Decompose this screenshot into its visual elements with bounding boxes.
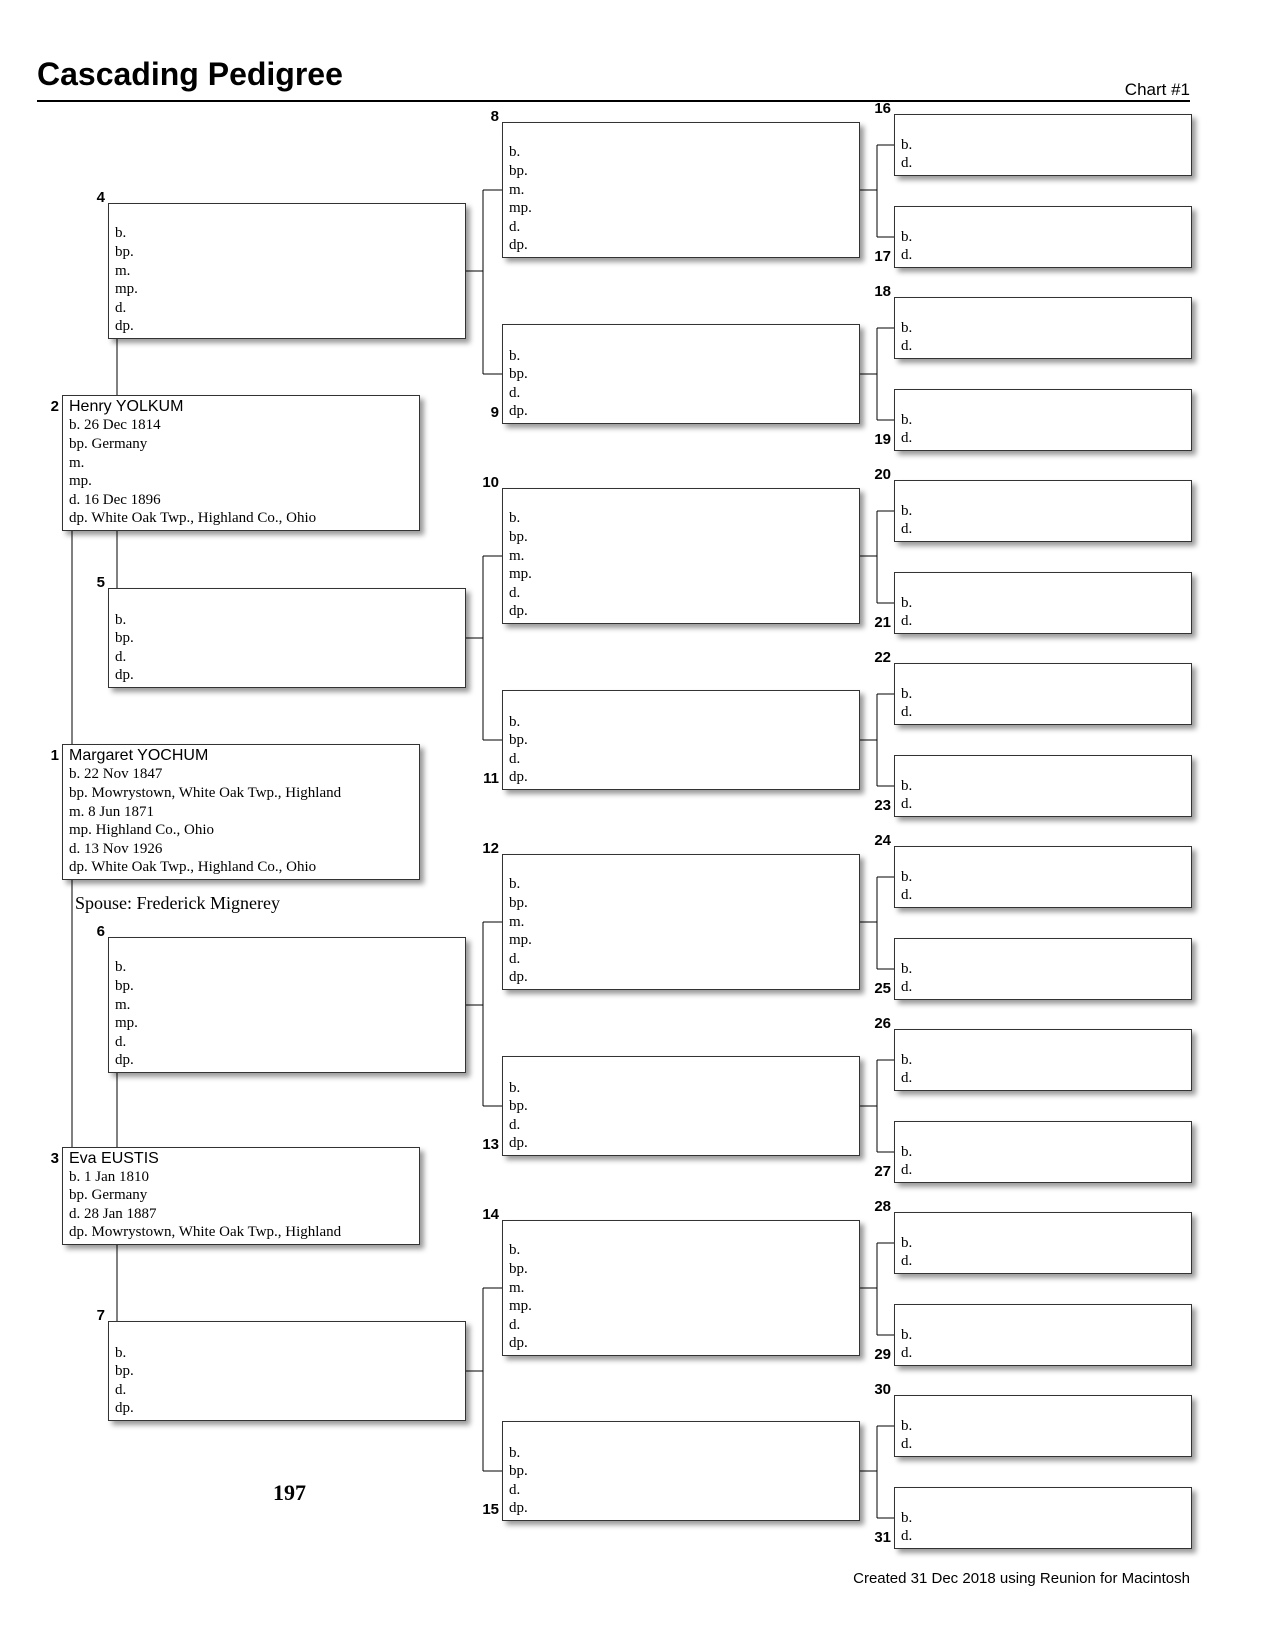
detail-line: d. <box>901 521 913 538</box>
detail-line: bp. <box>509 1098 528 1115</box>
detail-line: m. <box>509 181 525 198</box>
person-details <box>901 868 912 905</box>
person-details <box>901 960 912 997</box>
person-number-23: 23 <box>874 797 891 814</box>
person-box-3 <box>62 1147 420 1245</box>
detail-line: dp. White Oak Twp., Highland Co., Ohio <box>69 510 317 527</box>
detail-line: bp. <box>115 630 134 647</box>
detail-line: d. <box>509 384 521 401</box>
person-number-26: 26 <box>874 1015 891 1032</box>
person-number-5: 5 <box>96 574 105 591</box>
person-number-2: 2 <box>50 398 59 415</box>
person-box-19 <box>894 389 1192 451</box>
detail-line: d. <box>115 299 127 316</box>
detail-line: b. <box>509 510 521 527</box>
person-details <box>901 685 912 722</box>
person-number-20: 20 <box>874 466 891 483</box>
person-box-1 <box>62 744 420 880</box>
person-box-29 <box>894 1304 1192 1366</box>
detail-line: dp. Mowrystown, White Oak Twp., Highland <box>69 1224 342 1241</box>
person-number-21: 21 <box>874 614 891 631</box>
person-box-20 <box>894 480 1192 542</box>
detail-line: b. <box>901 1326 913 1343</box>
person-details <box>901 228 912 265</box>
detail-line: b. <box>115 959 127 976</box>
person-box-30 <box>894 1395 1192 1457</box>
detail-line: d. <box>115 1033 127 1050</box>
detail-line: d. <box>901 796 913 813</box>
person-box-12 <box>502 854 860 990</box>
person-number-24: 24 <box>874 832 891 849</box>
person-details <box>901 502 912 539</box>
detail-line: bp. <box>509 732 528 749</box>
detail-line: bp. Germany <box>69 436 148 453</box>
detail-line: d. <box>115 1381 127 1398</box>
detail-line: bp. <box>115 978 134 995</box>
footer-credit: Created 31 Dec 2018 using Reunion for Macintosh <box>853 1570 1190 1587</box>
person-details <box>509 347 528 421</box>
detail-line: d. <box>901 704 913 721</box>
person-box-8 <box>502 122 860 258</box>
person-box-24 <box>894 846 1192 908</box>
person-details <box>901 1143 912 1180</box>
detail-line: mp. <box>509 1298 532 1315</box>
detail-line: d. 13 Nov 1926 <box>69 840 163 857</box>
person-number-30: 30 <box>874 1381 891 1398</box>
detail-line: m. <box>115 996 131 1013</box>
person-box-31 <box>894 1487 1192 1549</box>
detail-line: d. <box>115 648 127 665</box>
person-number-29: 29 <box>874 1346 891 1363</box>
person-details <box>509 1079 528 1153</box>
person-details <box>509 713 528 787</box>
detail-line: d. <box>901 1436 913 1453</box>
detail-line: d. <box>901 338 913 355</box>
person-box-14 <box>502 1220 860 1356</box>
person-name: Eva EUSTIS <box>69 1150 159 1167</box>
person-box-27 <box>894 1121 1192 1183</box>
detail-line: bp. Germany <box>69 1187 148 1204</box>
detail-line: b. <box>509 1444 521 1461</box>
person-box-9 <box>502 324 860 424</box>
detail-line: b. <box>509 713 521 730</box>
detail-line: m. 8 Jun 1871 <box>69 803 155 820</box>
person-box-13 <box>502 1056 860 1156</box>
detail-line: bp. <box>509 895 528 912</box>
detail-line: mp. <box>509 932 532 949</box>
detail-line: m. <box>69 454 85 471</box>
person-number-18: 18 <box>874 283 891 300</box>
detail-line: b. <box>115 611 127 628</box>
person-details <box>69 416 316 528</box>
person-number-3: 3 <box>50 1150 59 1167</box>
detail-line: dp. <box>509 1135 528 1152</box>
detail-line: bp. <box>115 244 134 261</box>
person-number-17: 17 <box>874 248 891 265</box>
detail-line: d. <box>901 430 913 447</box>
detail-line: dp. <box>509 969 528 986</box>
detail-line: b. <box>901 685 913 702</box>
detail-line: d. <box>509 950 521 967</box>
detail-line: b. 1 Jan 1810 <box>69 1168 149 1185</box>
detail-line: dp. <box>509 603 528 620</box>
person-details <box>509 1241 532 1353</box>
person-box-16 <box>894 114 1192 176</box>
person-box-28 <box>894 1212 1192 1274</box>
person-number-22: 22 <box>874 649 891 666</box>
person-number-9: 9 <box>490 404 499 421</box>
detail-line: d. <box>509 1316 521 1333</box>
person-number-12: 12 <box>482 840 499 857</box>
detail-line: dp. <box>115 318 134 335</box>
person-details <box>901 136 912 173</box>
detail-line: mp. Highland Co., Ohio <box>69 822 214 839</box>
detail-line: d. <box>901 247 913 264</box>
person-details <box>901 1326 912 1363</box>
person-details <box>901 411 912 448</box>
person-number-28: 28 <box>874 1198 891 1215</box>
person-box-5 <box>108 588 466 688</box>
detail-line: d. <box>901 1528 913 1545</box>
person-box-26 <box>894 1029 1192 1091</box>
detail-line: b. <box>509 1079 521 1096</box>
detail-line: mp. <box>115 281 138 298</box>
person-details <box>115 224 138 336</box>
detail-line: b. <box>901 319 913 336</box>
detail-line: d. <box>901 155 913 172</box>
person-details <box>901 1509 912 1546</box>
person-box-7 <box>108 1321 466 1421</box>
person-details <box>115 1344 134 1418</box>
person-details <box>509 1444 528 1518</box>
detail-line: bp. <box>115 1363 134 1380</box>
person-box-23 <box>894 755 1192 817</box>
detail-line: dp. <box>115 1052 134 1069</box>
detail-line: b. <box>901 1417 913 1434</box>
person-details <box>69 765 341 877</box>
detail-line: b. <box>901 1143 913 1160</box>
person-number-27: 27 <box>874 1163 891 1180</box>
person-box-11 <box>502 690 860 790</box>
detail-line: b. <box>115 225 127 242</box>
detail-line: b. <box>509 144 521 161</box>
detail-line: bp. <box>509 1463 528 1480</box>
person-number-31: 31 <box>874 1529 891 1546</box>
detail-line: b. <box>901 960 913 977</box>
detail-line: bp. <box>509 163 528 180</box>
person-number-8: 8 <box>490 108 499 125</box>
person-details <box>509 143 532 255</box>
person-details <box>69 1168 341 1242</box>
person-details <box>509 509 532 621</box>
person-name: Margaret YOCHUM <box>69 747 209 764</box>
chart-number: Chart #1 <box>1124 80 1190 99</box>
detail-line: mp. <box>509 200 532 217</box>
person-number-15: 15 <box>482 1501 499 1518</box>
detail-line: b. <box>115 1344 127 1361</box>
detail-line: bp. <box>509 529 528 546</box>
detail-line: b. <box>901 594 913 611</box>
person-name: Henry YOLKUM <box>69 398 184 415</box>
detail-line: m. <box>509 547 525 564</box>
person-box-2 <box>62 395 420 531</box>
detail-line: dp. <box>509 769 528 786</box>
detail-line: b. <box>901 411 913 428</box>
page-number: 197 <box>273 1480 306 1505</box>
detail-line: d. <box>509 584 521 601</box>
person-box-21 <box>894 572 1192 634</box>
detail-line: dp. <box>509 403 528 420</box>
person-box-25 <box>894 938 1192 1000</box>
detail-line: dp. White Oak Twp., Highland Co., Ohio <box>69 859 317 876</box>
spouse-line: Spouse: Frederick Mignerey <box>75 893 280 913</box>
detail-line: b. <box>901 136 913 153</box>
detail-line: b. 26 Dec 1814 <box>69 417 161 434</box>
detail-line: dp. <box>509 237 528 254</box>
person-details <box>901 319 912 356</box>
person-box-18 <box>894 297 1192 359</box>
detail-line: dp. <box>509 1335 528 1352</box>
page-title: Cascading Pedigree <box>37 56 343 92</box>
person-details <box>901 1051 912 1088</box>
detail-line: m. <box>509 1279 525 1296</box>
person-number-25: 25 <box>874 980 891 997</box>
detail-line: mp. <box>509 566 532 583</box>
detail-line: b. <box>509 876 521 893</box>
person-details <box>901 777 912 814</box>
detail-line: b. <box>901 1509 913 1526</box>
detail-line: bp. <box>509 1261 528 1278</box>
person-number-1: 1 <box>50 747 59 764</box>
detail-line: b. 22 Nov 1847 <box>69 766 163 783</box>
detail-line: b. <box>509 347 521 364</box>
detail-line: mp. <box>115 1015 138 1032</box>
detail-line: b. <box>901 502 913 519</box>
detail-line: d. <box>901 979 913 996</box>
detail-line: dp. <box>115 1400 134 1417</box>
person-number-13: 13 <box>482 1136 499 1153</box>
person-number-10: 10 <box>482 474 499 491</box>
detail-line: b. <box>901 1234 913 1251</box>
person-box-15 <box>502 1421 860 1521</box>
detail-line: m. <box>115 262 131 279</box>
person-box-17 <box>894 206 1192 268</box>
person-number-19: 19 <box>874 431 891 448</box>
detail-line: d. 16 Dec 1896 <box>69 491 161 508</box>
detail-line: b. <box>901 868 913 885</box>
person-number-6: 6 <box>96 923 105 940</box>
person-box-4 <box>108 203 466 339</box>
person-number-4: 4 <box>96 189 105 206</box>
person-details <box>115 611 134 685</box>
person-details <box>901 1417 912 1454</box>
detail-line: d. <box>509 750 521 767</box>
detail-line: d. <box>901 1253 913 1270</box>
detail-line: b. <box>901 777 913 794</box>
detail-line: d. <box>901 613 913 630</box>
detail-line: mp. <box>69 473 92 490</box>
detail-line: b. <box>901 1051 913 1068</box>
person-box-22 <box>894 663 1192 725</box>
person-number-7: 7 <box>96 1307 105 1324</box>
person-number-11: 11 <box>483 770 499 787</box>
detail-line: d. <box>509 1481 521 1498</box>
detail-line: dp. <box>509 1500 528 1517</box>
detail-line: bp. <box>509 366 528 383</box>
detail-line: b. <box>901 228 913 245</box>
person-details <box>509 875 532 987</box>
person-number-14: 14 <box>482 1206 499 1223</box>
detail-line: d. <box>901 1162 913 1179</box>
detail-line: m. <box>509 913 525 930</box>
detail-line: b. <box>509 1242 521 1259</box>
detail-line: d. 28 Jan 1887 <box>69 1205 157 1222</box>
detail-line: bp. Mowrystown, White Oak Twp., Highland <box>69 785 342 802</box>
detail-line: d. <box>509 1116 521 1133</box>
detail-line: d. <box>901 1345 913 1362</box>
person-details <box>901 1234 912 1271</box>
person-box-10 <box>502 488 860 624</box>
person-box-6 <box>108 937 466 1073</box>
person-number-16: 16 <box>874 100 891 117</box>
detail-line: d. <box>901 887 913 904</box>
detail-line: d. <box>901 1070 913 1087</box>
detail-line: d. <box>509 218 521 235</box>
person-details <box>901 594 912 631</box>
person-details <box>115 958 138 1070</box>
detail-line: dp. <box>115 667 134 684</box>
